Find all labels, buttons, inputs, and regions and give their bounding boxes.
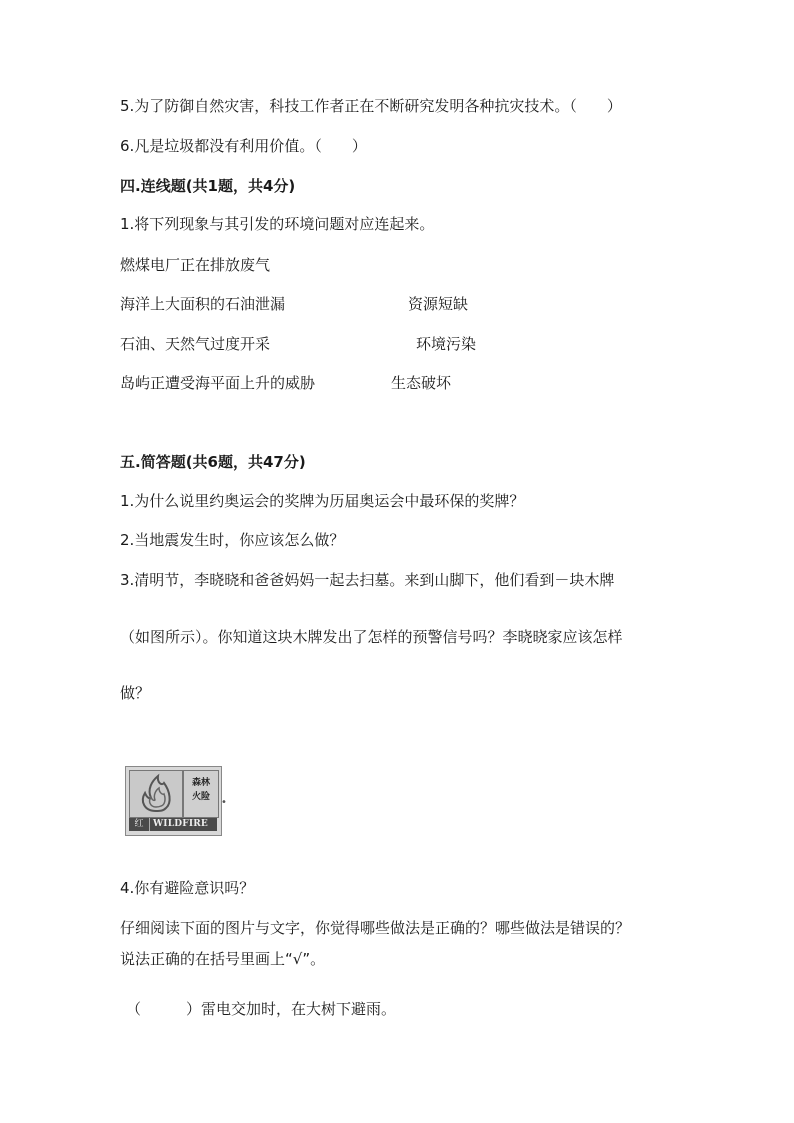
short-answer-q4: 4.你有避险意识吗？ (120, 879, 255, 897)
left-item-1: 燃煤电厂正在排放废气 (120, 256, 271, 274)
matching-question: 1.将下列现象与其引发的环境问题对应连起来。 (120, 215, 435, 233)
q4-description-line2: 说法正确的在括号里画上“√”。 (120, 950, 326, 968)
sign-bottom-bar (129, 818, 217, 831)
left-item-3: 石油、天然气过度开采 (120, 335, 271, 353)
sign-title-text (183, 770, 219, 818)
short-answer-q2: 2.当地震发生时，你应该怎么做？ (120, 531, 345, 549)
q4-item-1: （ ）雷电交加时，在大树下避雨。 (126, 1000, 397, 1018)
sign-text-line-1: 森林 (191, 778, 210, 788)
true-false-question-5: 5.为了防御自然灾害，科技工作者正在不断研究发明各种抗灾技术。（ ） (120, 97, 622, 115)
short-answer-q3-line3: 做？ (120, 684, 151, 702)
true-false-question-6: 6.凡是垃圾都没有利用价值。（ ） (120, 137, 367, 155)
left-item-2: 海洋上大面积的石油泄漏 (120, 295, 286, 313)
flame-icon (129, 770, 183, 818)
short-answer-q3-line1: 3.清明节，李晓晓和爸爸妈妈一起去扫墓。来到山脚下，他们看到－块木牌 (120, 571, 615, 589)
sign-english-text: WILDFIRE (153, 819, 208, 829)
section-5-title: 五.简答题(共6题，共47分) (120, 453, 306, 471)
q4-description-line1: 仔细阅读下面的图片与文字，你觉得哪些做法是正确的？哪些做法是错误的？ (120, 919, 631, 937)
sign-level-text: 红 (129, 818, 150, 831)
short-answer-q3-line2: （如图所示）。你知道这块木牌发出了怎样的预警信号吗？李晓晓家应该怎样 (120, 628, 623, 646)
sign-text-line-2: 火险 (191, 792, 210, 802)
right-item-3: 生态破坏 (391, 374, 452, 392)
right-item-1: 资源短缺 (408, 295, 469, 313)
short-answer-q1: 1.为什么说里约奥运会的奖牌为历届奥运会中最环保的奖牌？ (120, 492, 525, 510)
right-item-2: 环境污染 (416, 335, 477, 353)
left-item-4: 岛屿正遭受海平面上升的威胁 (120, 374, 316, 392)
sign-dot-mark: • (221, 797, 227, 808)
section-4-title: 四.连线题(共1题，共4分) (120, 177, 296, 195)
wildfire-warning-sign (125, 766, 222, 836)
